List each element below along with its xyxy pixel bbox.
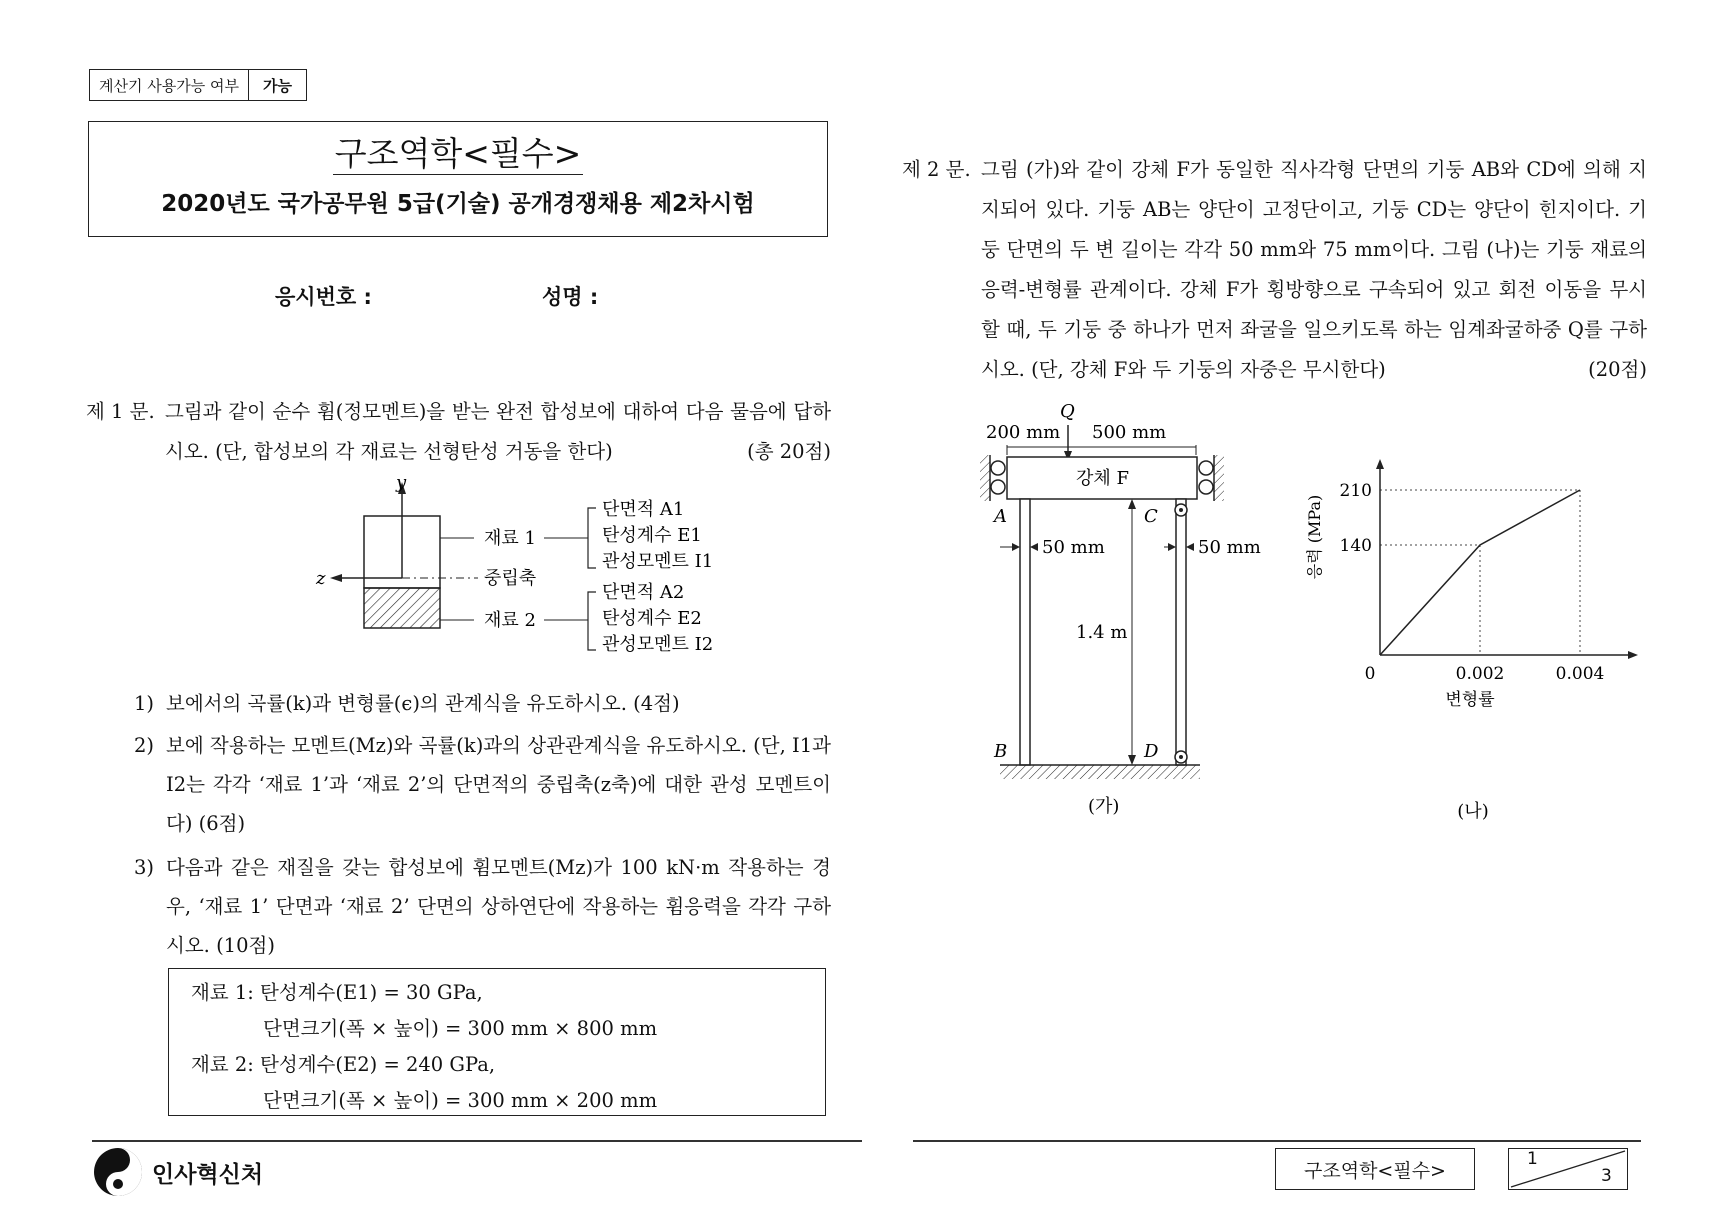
z-axis-arrow <box>330 574 342 582</box>
sub-3-text: 다음과 같은 재질을 갖는 합성보에 휨모멘트(Mz)가 100 kN·m 작용하는 경우, ‘재료 1’ 단면과 ‘재료 2’ 단면의 상하연단에 작용하는 휨응력을 각각 구하시오. (10점) <box>166 856 831 957</box>
box-line-1: 재료 1: 탄성계수(E1) = 30 GPa, <box>191 981 483 1004</box>
problem-2-points: (20점) <box>1588 358 1647 381</box>
z-axis-label: z <box>316 568 326 589</box>
calculator-value: 가능 <box>248 70 306 100</box>
dim-500: 500 mm <box>1092 422 1167 443</box>
rigid-body-label: 강체 F <box>1076 468 1129 489</box>
page-total: 3 <box>1601 1166 1612 1186</box>
x-tick-label: 0 <box>1364 664 1376 684</box>
y-tick-label: 210 <box>1339 481 1372 501</box>
subject-title: 구조역학<필수> <box>334 134 582 173</box>
problem-1-text: 그림과 같이 순수 휨(정모멘트)을 받는 완전 합성보에 대하여 다음 물음에 답하시오. (단, 합성보의 각 재료는 선형탄성 거동을 한다) <box>165 400 831 463</box>
stress-strain-chart <box>1305 455 1650 825</box>
point-a: A <box>994 506 1007 527</box>
box-line-2: 단면크기(폭 × 높이) = 300 mm × 800 mm <box>263 1017 658 1040</box>
material-2-prop-1: 단면적 A2 <box>602 582 685 603</box>
org-logo-icon <box>92 1146 144 1198</box>
material-2-section <box>364 588 440 628</box>
box-line-4: 단면크기(폭 × 높이) = 300 mm × 200 mm <box>263 1089 658 1112</box>
chart-x-label: 변형률 <box>1445 690 1495 710</box>
composite-beam-figure <box>300 470 740 670</box>
problem-1 <box>86 392 831 472</box>
figure-b-caption: (나) <box>1457 801 1489 822</box>
footer-rule-left <box>92 1140 862 1142</box>
problem-1-sub-2 <box>134 726 831 843</box>
sub-1-number: 1) <box>134 692 155 715</box>
point-d: D <box>1144 741 1159 762</box>
material-1-prop-3: 관성모멘트 I1 <box>602 551 714 572</box>
problem-2 <box>902 150 1647 390</box>
page-current: 1 <box>1527 1149 1538 1169</box>
width-cd: 50 mm <box>1198 537 1261 558</box>
material-properties-box <box>168 968 826 1116</box>
neutral-axis-label: 중립축 <box>484 568 537 589</box>
column-cd <box>1176 499 1186 765</box>
y-tick-label: 140 <box>1339 536 1372 556</box>
x-tick-label: 0.002 <box>1455 664 1505 684</box>
material-1-prop-2: 탄성계수 E1 <box>602 525 702 546</box>
frame-figure <box>980 395 1261 825</box>
sub-1-text: 보에서의 곡률(k)과 변형률(ϵ)의 관계식을 유도하시오. (4점) <box>166 692 680 715</box>
footer-rule-right <box>913 1140 1641 1142</box>
problem-2-text: 그림 (가)와 같이 강체 F가 동일한 직사각형 단면의 기둥 AB와 CD에 의해 지지되어 있다. 기둥 AB는 양단이 고정단이고, 기둥 CD는 양단이 힌지이다. 기둥 단면의 두 변 길이는 각각 50 mm와 75 mm이다. 그림 (나)는 기둥 재료의 응력-변형률 관계이다. 강체 F가 횡방향으로 구속되어 있고 회전 이동을 무시할 때, 두 기둥 중 하나가 먼저 좌굴을 일으키도록 하는 임계좌굴하중 Q를 구하시오. (단, 강체 F와 두 기둥의 자중은 무시한다) <box>981 158 1647 381</box>
name-label: 성명 : <box>542 285 599 309</box>
material-2-label: 재료 2 <box>484 610 536 631</box>
sub-2-number: 2) <box>134 734 155 757</box>
sub-2-text: 보에 작용하는 모멘트(Mz)와 곡률(k)과의 상관관계식을 유도하시오. (단, I1과 I2는 각각 ‘재료 1’과 ‘재료 2’의 단면적의 중립축(z축)에 대한 관성 모멘트이다) (6점) <box>166 734 831 835</box>
box-line-3: 재료 2: 탄성계수(E2) = 240 GPa, <box>191 1053 496 1076</box>
footer-subject-box <box>1275 1148 1475 1190</box>
material-2-prop-3: 관성모멘트 I2 <box>602 634 714 655</box>
column-ab <box>1020 499 1030 765</box>
problem-1-sub-1 <box>134 684 831 723</box>
calculator-permission-box <box>89 69 307 101</box>
exam-title: 2020년도 국가공무원 5급(기술) 공개경쟁채용 제2차시험 <box>161 191 755 217</box>
exam-number-label: 응시번호 : <box>275 285 372 309</box>
x-tick-label: 0.004 <box>1555 664 1605 684</box>
problem-1-sub-3 <box>134 848 831 965</box>
title-box <box>88 121 828 237</box>
point-c: C <box>1144 506 1158 527</box>
footer-subject: 구조역학<필수> <box>1304 1159 1446 1182</box>
dim-200: 200 mm <box>986 422 1061 443</box>
y-axis-label: y <box>396 472 407 493</box>
problem-1-points: (총 20점) <box>747 440 831 463</box>
page-indicator <box>1508 1148 1628 1190</box>
chart-y-label: 응력 (MPa) <box>1305 494 1324 580</box>
sub-3-number: 3) <box>134 856 155 879</box>
material-1-label: 재료 1 <box>484 528 536 549</box>
material-1-prop-1: 단면적 A1 <box>602 499 685 520</box>
point-b: B <box>994 741 1008 762</box>
problem-1-number: 제 1 문. <box>86 400 155 423</box>
figure-a-caption: (가) <box>1088 796 1120 817</box>
column-height: 1.4 m <box>1076 622 1128 643</box>
width-ab: 50 mm <box>1042 537 1105 558</box>
calculator-label: 계산기 사용가능 여부 <box>99 76 239 95</box>
problem-2-number: 제 2 문. <box>902 158 971 181</box>
material-2-prop-2: 탄성계수 E2 <box>602 608 702 629</box>
load-q-label: Q <box>1060 401 1075 422</box>
org-name: 인사혁신처 <box>152 1162 264 1188</box>
